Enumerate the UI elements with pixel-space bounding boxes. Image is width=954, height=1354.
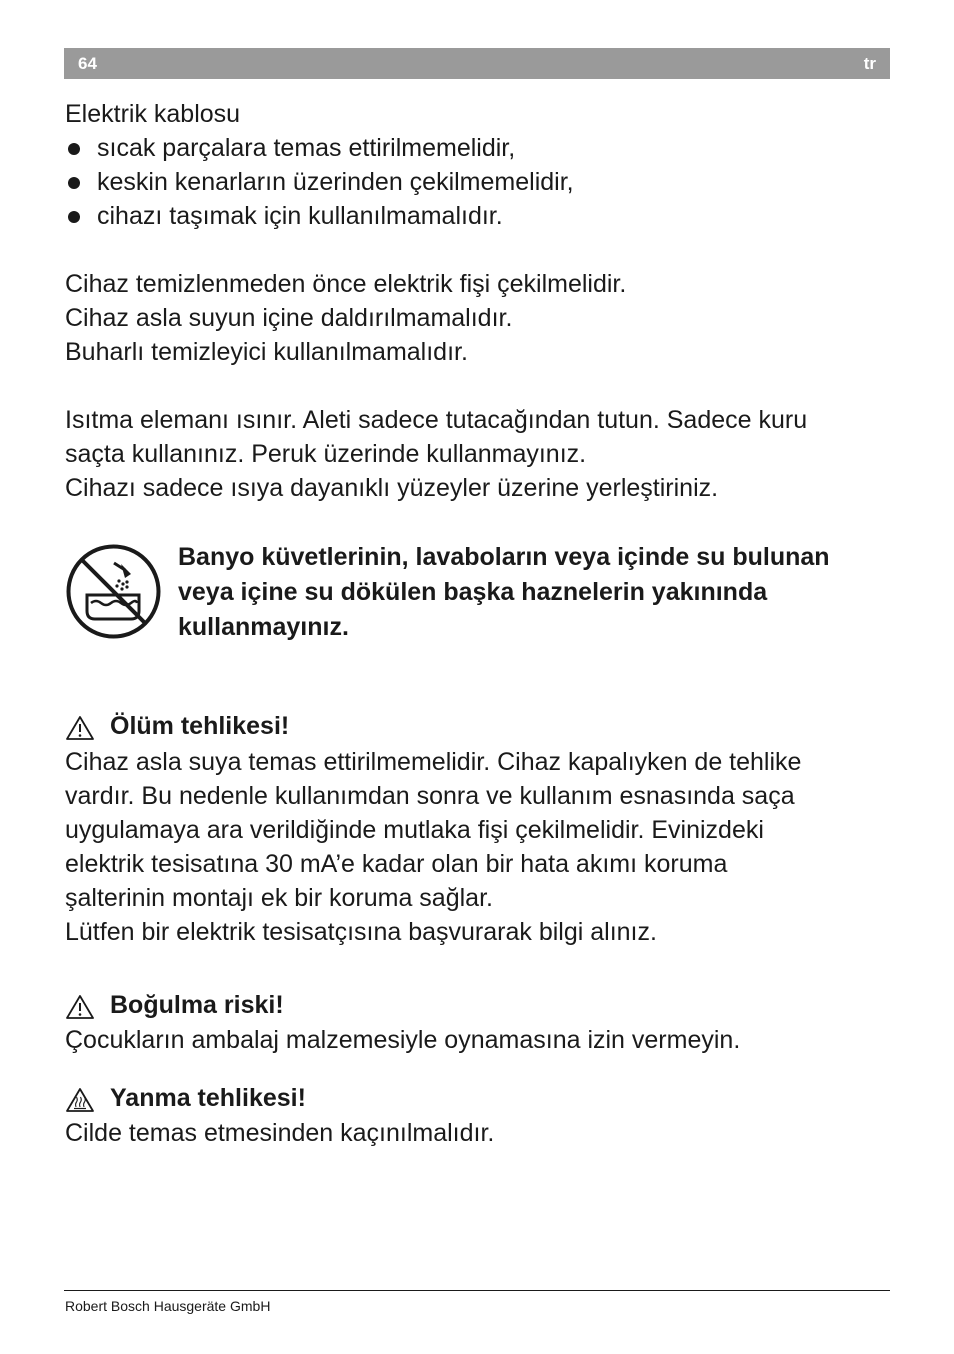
cable-section [65,97,574,233]
section-heading: Ölüm tehlikesi! [110,712,290,740]
section-heading: Yanma tehlikesi! [110,1084,306,1112]
hot-surface-warning-icon [65,1087,95,1113]
death-danger-section [65,745,801,949]
list-item: keskin kenarların üzerinden çekilmemelidir, [65,165,574,199]
paragraph-line: elektrik tesisatına 30 mA’e kadar olan bir hata akımı koruma [65,850,728,878]
paragraph-line: kullanmayınız. [178,613,349,641]
paragraph-line: saçta kullanınız. Peruk üzerinde kullanmayınız. [65,440,587,468]
death-danger-heading [65,709,465,743]
burn-heading [65,1081,465,1115]
paragraph-line: Banyo küvetlerinin, lavaboların veya içinde su bulunan [178,543,830,571]
warning-triangle-icon [65,715,95,741]
burn-section [65,1116,494,1150]
paragraph-line: Cihaz temizlenmeden önce elektrik fişi çekilmelidir. [65,270,627,298]
footer-company: Robert Bosch Hausgeräte GmbH [65,1298,271,1314]
no-bathtub-icon [65,543,162,640]
paragraph-line: Cilde temas etmesinden kaçınılmalıdır. [65,1119,495,1147]
paragraph-line: veya içine su dökülen başka haznelerin yakınında [178,578,768,606]
paragraph-line: vardır. Bu nedenle kullanımdan sonra ve kullanım esnasında saça [65,782,795,810]
cable-intro: Elektrik kablosu [65,100,241,128]
list-item: cihazı taşımak için kullanılmamalıdır. [65,199,574,233]
suffocation-section [65,1023,740,1057]
footer-divider [64,1290,890,1291]
language-code: tr [863,54,876,73]
paragraph-line: Cihazı sadece ısıya dayanıklı yüzeyler üzerine yerleştiriniz. [65,474,719,502]
warning-triangle-icon [65,994,95,1020]
section-heading: Boğulma riski! [110,991,284,1019]
cleaning-section [65,267,626,369]
page-header-bar [64,48,890,79]
paragraph-line: Lütfen bir elektrik tesisatçısına başvurarak bilgi alınız. [65,918,657,946]
list-item: sıcak parçalara temas ettirilmemelidir, [65,131,574,165]
paragraph-line: Çocukların ambalaj malzemesiyle oynamasına izin vermeyin. [65,1026,741,1054]
cable-bullet-list [65,131,574,233]
paragraph-line: Cihaz asla suya temas ettirilmemelidir. Cihaz kapalıyken de tehlike [65,748,802,776]
paragraph-line: şalterinin montajı ek bir koruma sağlar. [65,884,493,912]
paragraph-line: Cihaz asla suyun içine daldırılmamalıdır. [65,304,513,332]
page-number: 64 [78,54,97,73]
water-warning-text [178,540,830,645]
paragraph-line: Buharlı temizleyici kullanılmamalıdır. [65,338,468,366]
paragraph-line: Isıtma elemanı ısınır. Aleti sadece tutacağından tutun. Sadece kuru [65,406,808,434]
paragraph-line: uygulamaya ara verildiğinde mutlaka fişi çekilmelidir. Evinizdeki [65,816,764,844]
suffocation-heading [65,988,465,1022]
heating-section [65,403,807,505]
